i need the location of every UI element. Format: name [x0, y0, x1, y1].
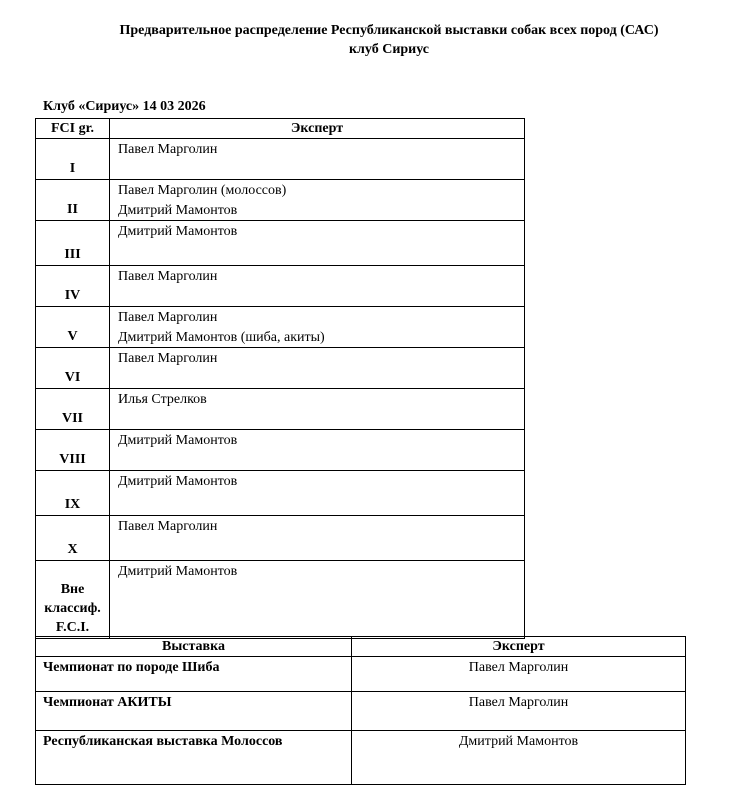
shows-table-header — [36, 637, 686, 657]
fci-group-cell — [36, 266, 110, 307]
fci-group-label: V — [67, 329, 78, 344]
document-title — [0, 21, 733, 59]
fci-group-label: III — [64, 247, 81, 262]
fci-group-label: IV — [64, 288, 81, 303]
group-row — [36, 139, 525, 180]
fci-group-label: VI — [64, 370, 81, 385]
fci-group-cell — [36, 389, 110, 430]
header-fci-group: FCI gr. — [36, 119, 110, 139]
expert-cell — [110, 516, 525, 561]
expert-name: Павел Марголин — [118, 269, 218, 284]
groups-table-header — [36, 119, 525, 139]
expert-cell — [110, 471, 525, 516]
expert-name: Дмитрий Мамонтов — [118, 474, 238, 489]
group-row — [36, 561, 525, 639]
header-show-expert: Эксперт — [352, 637, 686, 657]
show-row — [36, 692, 686, 731]
group-row — [36, 180, 525, 221]
fci-group-label: VIII — [59, 452, 86, 467]
show-name: Чемпионат АКИТЫ — [36, 692, 352, 731]
fci-group-label: классиф. — [44, 601, 101, 616]
fci-group-label: IX — [64, 497, 81, 512]
group-row — [36, 266, 525, 307]
fci-group-cell — [36, 471, 110, 516]
fci-group-cell — [36, 221, 110, 266]
expert-name: Дмитрий Мамонтов — [118, 433, 238, 448]
expert-name: Дмитрий Мамонтов — [118, 224, 238, 239]
expert-cell — [110, 389, 525, 430]
show-expert-name: Павел Марголин — [352, 692, 686, 731]
show-row — [36, 657, 686, 692]
group-row — [36, 430, 525, 471]
show-name: Чемпионат по породе Шиба — [36, 657, 352, 692]
group-row — [36, 221, 525, 266]
fci-group-cell — [36, 139, 110, 180]
title-line-1: Предварительное распределение Республиканской выставки собак всех пород (САС) — [119, 23, 659, 38]
fci-group-label: X — [67, 542, 78, 557]
expert-cell — [110, 307, 525, 348]
group-row — [36, 348, 525, 389]
show-expert-name: Дмитрий Мамонтов — [352, 731, 686, 785]
fci-group-cell — [36, 348, 110, 389]
expert-cell — [110, 221, 525, 266]
expert-name: Дмитрий Мамонтов (шиба, акиты) — [118, 329, 325, 345]
show-row — [36, 731, 686, 785]
header-show: Выставка — [36, 637, 352, 657]
fci-groups-table — [35, 118, 525, 639]
expert-name: Павел Марголин — [118, 519, 218, 534]
club-date-line: Клуб «Сириус» 14 03 2026 — [43, 99, 206, 114]
expert-name: Дмитрий Мамонтов — [118, 202, 238, 218]
groups-table-body — [36, 139, 525, 639]
group-row — [36, 471, 525, 516]
fci-group-cell — [36, 430, 110, 471]
expert-cell — [110, 180, 525, 221]
title-line-2: клуб Сириус — [348, 42, 430, 57]
expert-name: Павел Марголин — [118, 142, 218, 157]
expert-name: Илья Стрелков — [118, 392, 207, 407]
expert-cell — [110, 430, 525, 471]
expert-name: Павел Марголин (молоссов) — [118, 183, 287, 198]
fci-group-cell — [36, 307, 110, 348]
shows-table-body — [36, 657, 686, 785]
fci-group-cell — [36, 180, 110, 221]
expert-cell — [110, 348, 525, 389]
group-row — [36, 307, 525, 348]
show-name: Республиканская выставка Молоссов — [36, 731, 352, 785]
expert-cell — [110, 561, 525, 639]
fci-group-label: F.C.I. — [55, 620, 90, 635]
show-expert-name: Павел Марголин — [352, 657, 686, 692]
expert-name: Павел Марголин — [118, 310, 218, 325]
fci-group-label: VII — [61, 411, 83, 426]
group-row — [36, 389, 525, 430]
expert-cell — [110, 266, 525, 307]
fci-group-label: II — [67, 202, 78, 217]
fci-group-label: I — [69, 161, 76, 176]
fci-group-cell — [36, 516, 110, 561]
fci-group-label: Вне — [60, 582, 85, 597]
header-expert: Эксперт — [110, 119, 525, 139]
fci-group-cell — [36, 561, 110, 639]
group-row — [36, 516, 525, 561]
shows-table — [35, 636, 686, 785]
expert-cell — [110, 139, 525, 180]
expert-name: Павел Марголин — [118, 351, 218, 366]
expert-name: Дмитрий Мамонтов — [118, 564, 238, 579]
